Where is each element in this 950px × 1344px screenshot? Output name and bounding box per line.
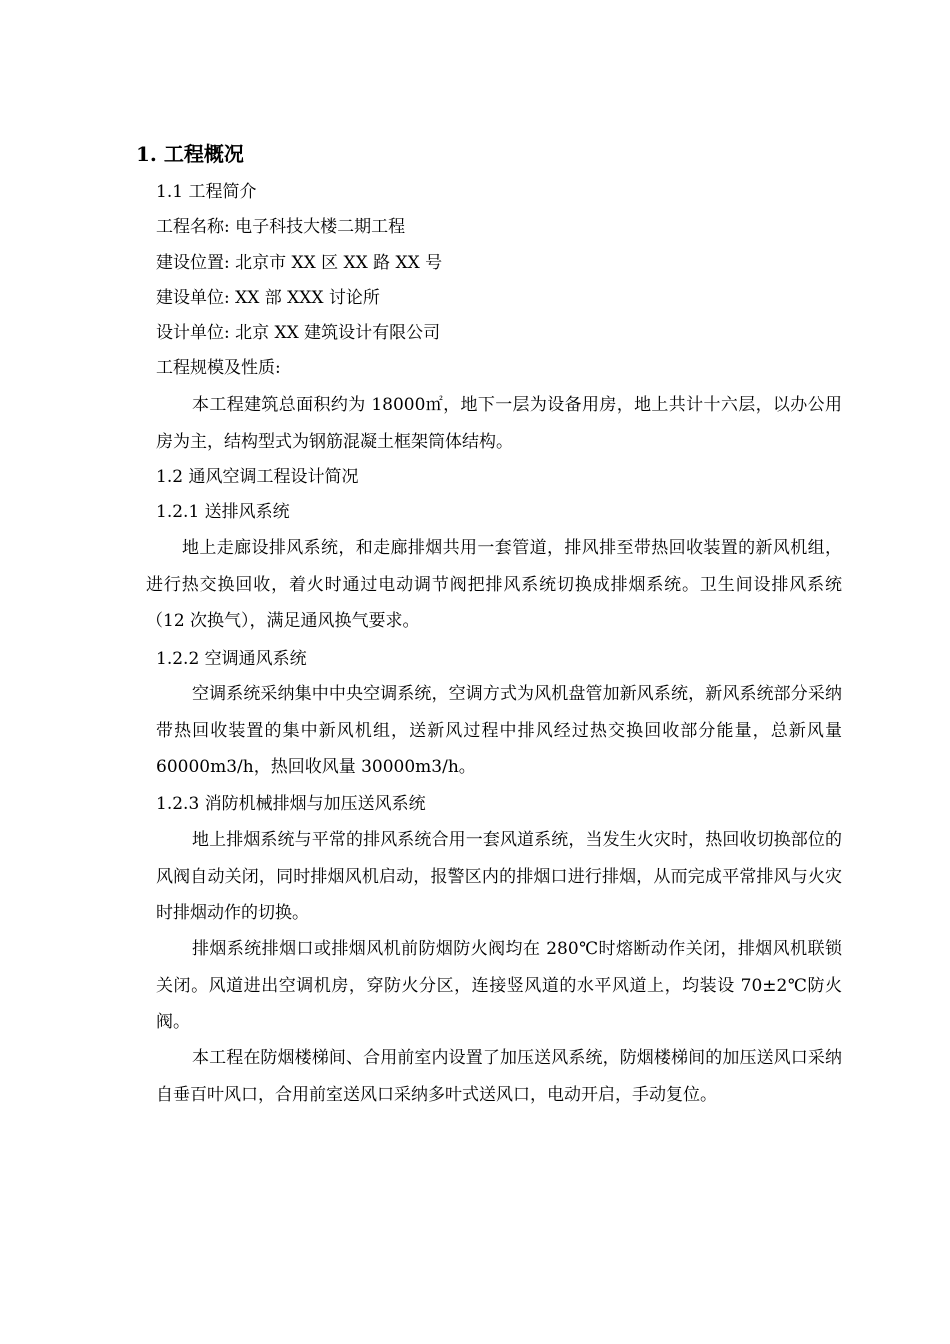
heading-ac-system: 1.2.2 空调通风系统 bbox=[156, 649, 307, 669]
location-line: 建设位置: 北京市 XX 区 XX 路 XX 号 bbox=[156, 253, 443, 273]
fire-paragraph-3: 本工程在防烟楼梯间、合用前室内设置了加压送风系统，防烟楼梯间的加压送风口采纳自垂百叶风口，合用前室送风口采纳多叶式送风口，电动开启，手动复位。 bbox=[156, 1048, 842, 1105]
owner-line: 建设单位: XX 部 XXX 讨论所 bbox=[156, 288, 380, 308]
fire-paragraph-1: 地上排烟系统与平常的排风系统合用一套风道系统，当发生火灾时，热回收切换部位的风阀自动关闭，同时排烟风机启动，报警区内的排烟口进行排烟，从而完成平常排风与火灾时排烟动作的切换。 bbox=[156, 830, 842, 923]
fire-paragraph-2: 排烟系统排烟口或排烟风机前防烟防火阀均在 280℃时熔断动作关闭，排烟风机联锁关闭。风道进出空调机房，穿防火分区，连接竖风道的水平风道上，均装设 70±2℃防火阀。 bbox=[156, 939, 842, 1032]
section-title: 1. 工程概况 bbox=[136, 142, 244, 166]
designer-line: 设计单位: 北京 XX 建筑设计有限公司 bbox=[156, 323, 441, 343]
heading-exhaust-system: 1.2.1 送排风系统 bbox=[156, 502, 290, 522]
project-name-line: 工程名称: 电子科技大楼二期工程 bbox=[156, 217, 406, 237]
scale-label-line: 工程规模及性质: bbox=[156, 358, 281, 378]
subsection-heading-hvac: 1.2 通风空调工程设计简况 bbox=[156, 467, 359, 487]
subsection-heading-intro: 1.1 工程简介 bbox=[156, 182, 257, 202]
scale-paragraph: 本工程建筑总面积约为 18000㎡，地下一层为设备用房，地上共计十六层，以办公用房为主，结构型式为钢筋混凝土框架筒体结构。 bbox=[156, 395, 842, 452]
exhaust-paragraph: 地上走廊设排风系统，和走廊排烟共用一套管道，排风排至带热回收装置的新风机组，进行热交换回收，着火时通过电动调节阀把排风系统切换成排烟系统。卫生间设排风系统（12 次换气），满足通风换气要求。 bbox=[146, 538, 842, 631]
heading-fire-system: 1.2.3 消防机械排烟与加压送风系统 bbox=[156, 794, 426, 814]
ac-paragraph: 空调系统采纳集中中央空调系统，空调方式为风机盘管加新风系统，新风系统部分采纳带热回收装置的集中新风机组，送新风过程中排风经过热交换回收部分能量，总新风量 60000m3/h，热回收风量 30000m3/h。 bbox=[156, 684, 842, 777]
